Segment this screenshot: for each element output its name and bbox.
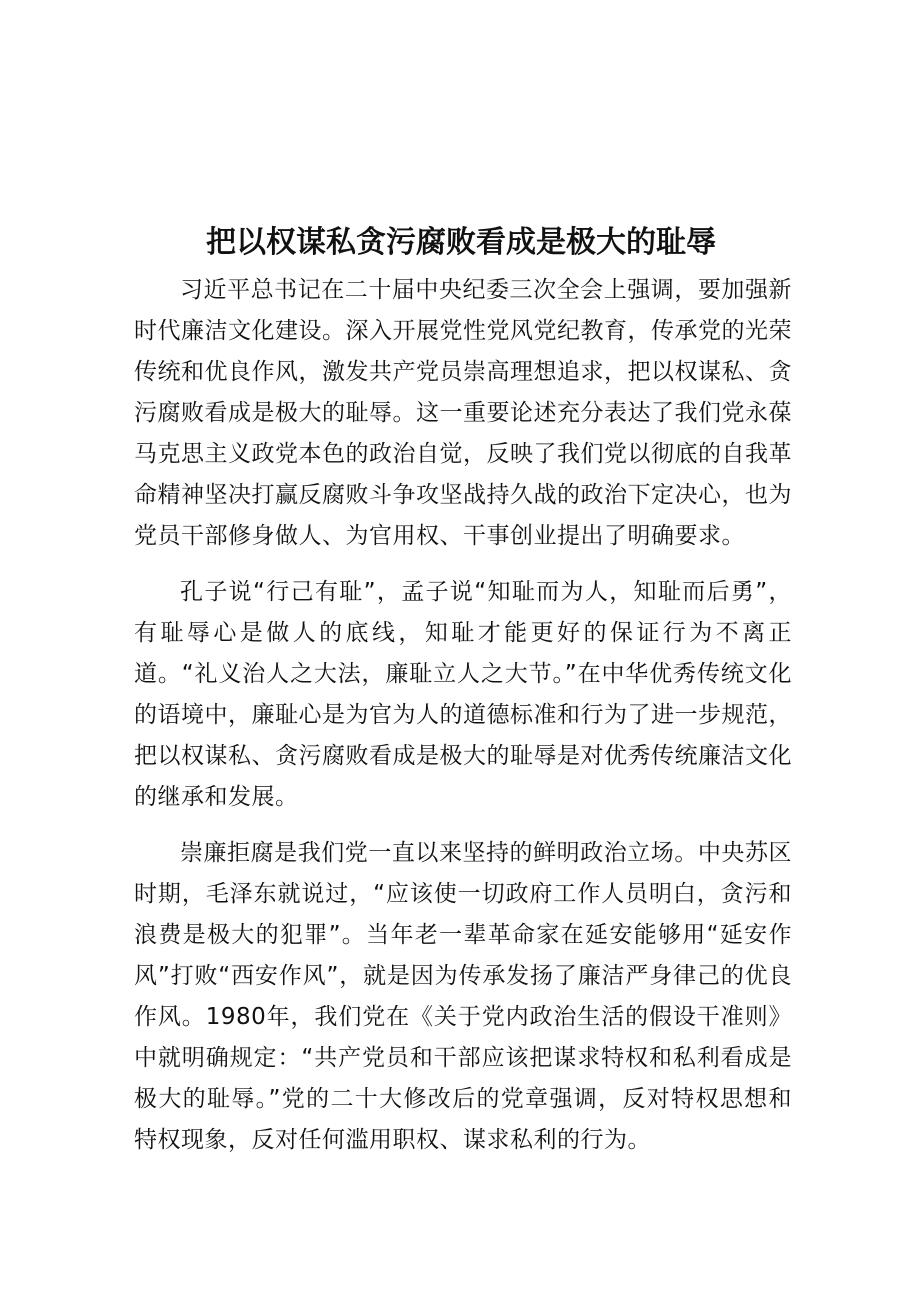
paragraph-1: 习近平总书记在二十届中央纪委三次全会上强调，要加强新时代廉洁文化建设。深入开展党性党风党纪教育，传承党的光荣传统和优良作风，激发共产党员崇高理想追求，把以权谋私、贪污腐败看成是极大的耻辱。这一重要论述充分表达了我们党永葆马克思主义政党本色的政治自觉，反映了我们党以彻底的自我革命精神坚决打赢反腐败斗争攻坚战持久战的政治下定决心，也为党员干部修身做人、为官用权、干事创业提出了明确要求。 — [134, 277, 792, 549]
document-title: 把以权谋私贪污腐败看成是极大的耻辱 — [206, 225, 716, 260]
document-body — [134, 270, 792, 1161]
paragraph-3: 崇廉拒腐是我们党一直以来坚持的鲜明政治立场。中央苏区时期，毛泽东就说过，“应该使一切政府工作人员明白，贪污和浪费是极大的犯罪”。当年老一辈革命家在延安能够用“延安作风”打败“西安作风”，就是因为传承发扬了廉洁严身律己的优良作风。1980年，我们党在《关于党内政治生活的假设干准则》中就明确规定：“共产党员和干部应该把谋求特权和私利看成是极大的耻辱。”党的二十大修改后的党章强调，反对特权思想和特权现象，反对任何滥用职权、谋求私利的行为。 — [134, 840, 792, 1153]
paragraph-2: 孔子说“行己有耻”，孟子说“知耻而为人，知耻而后勇”，有耻辱心是做人的底线，知耻才能更好的保证行为不离正道。“礼义治人之大法，廉耻立人之大节。”在中华优秀传统文化的语境中，廉耻心是为官为人的道德标准和行为了进一步规范，把以权谋私、贪污腐败看成是极大的耻辱是对优秀传统廉洁文化的继承和发展。 — [134, 579, 792, 810]
